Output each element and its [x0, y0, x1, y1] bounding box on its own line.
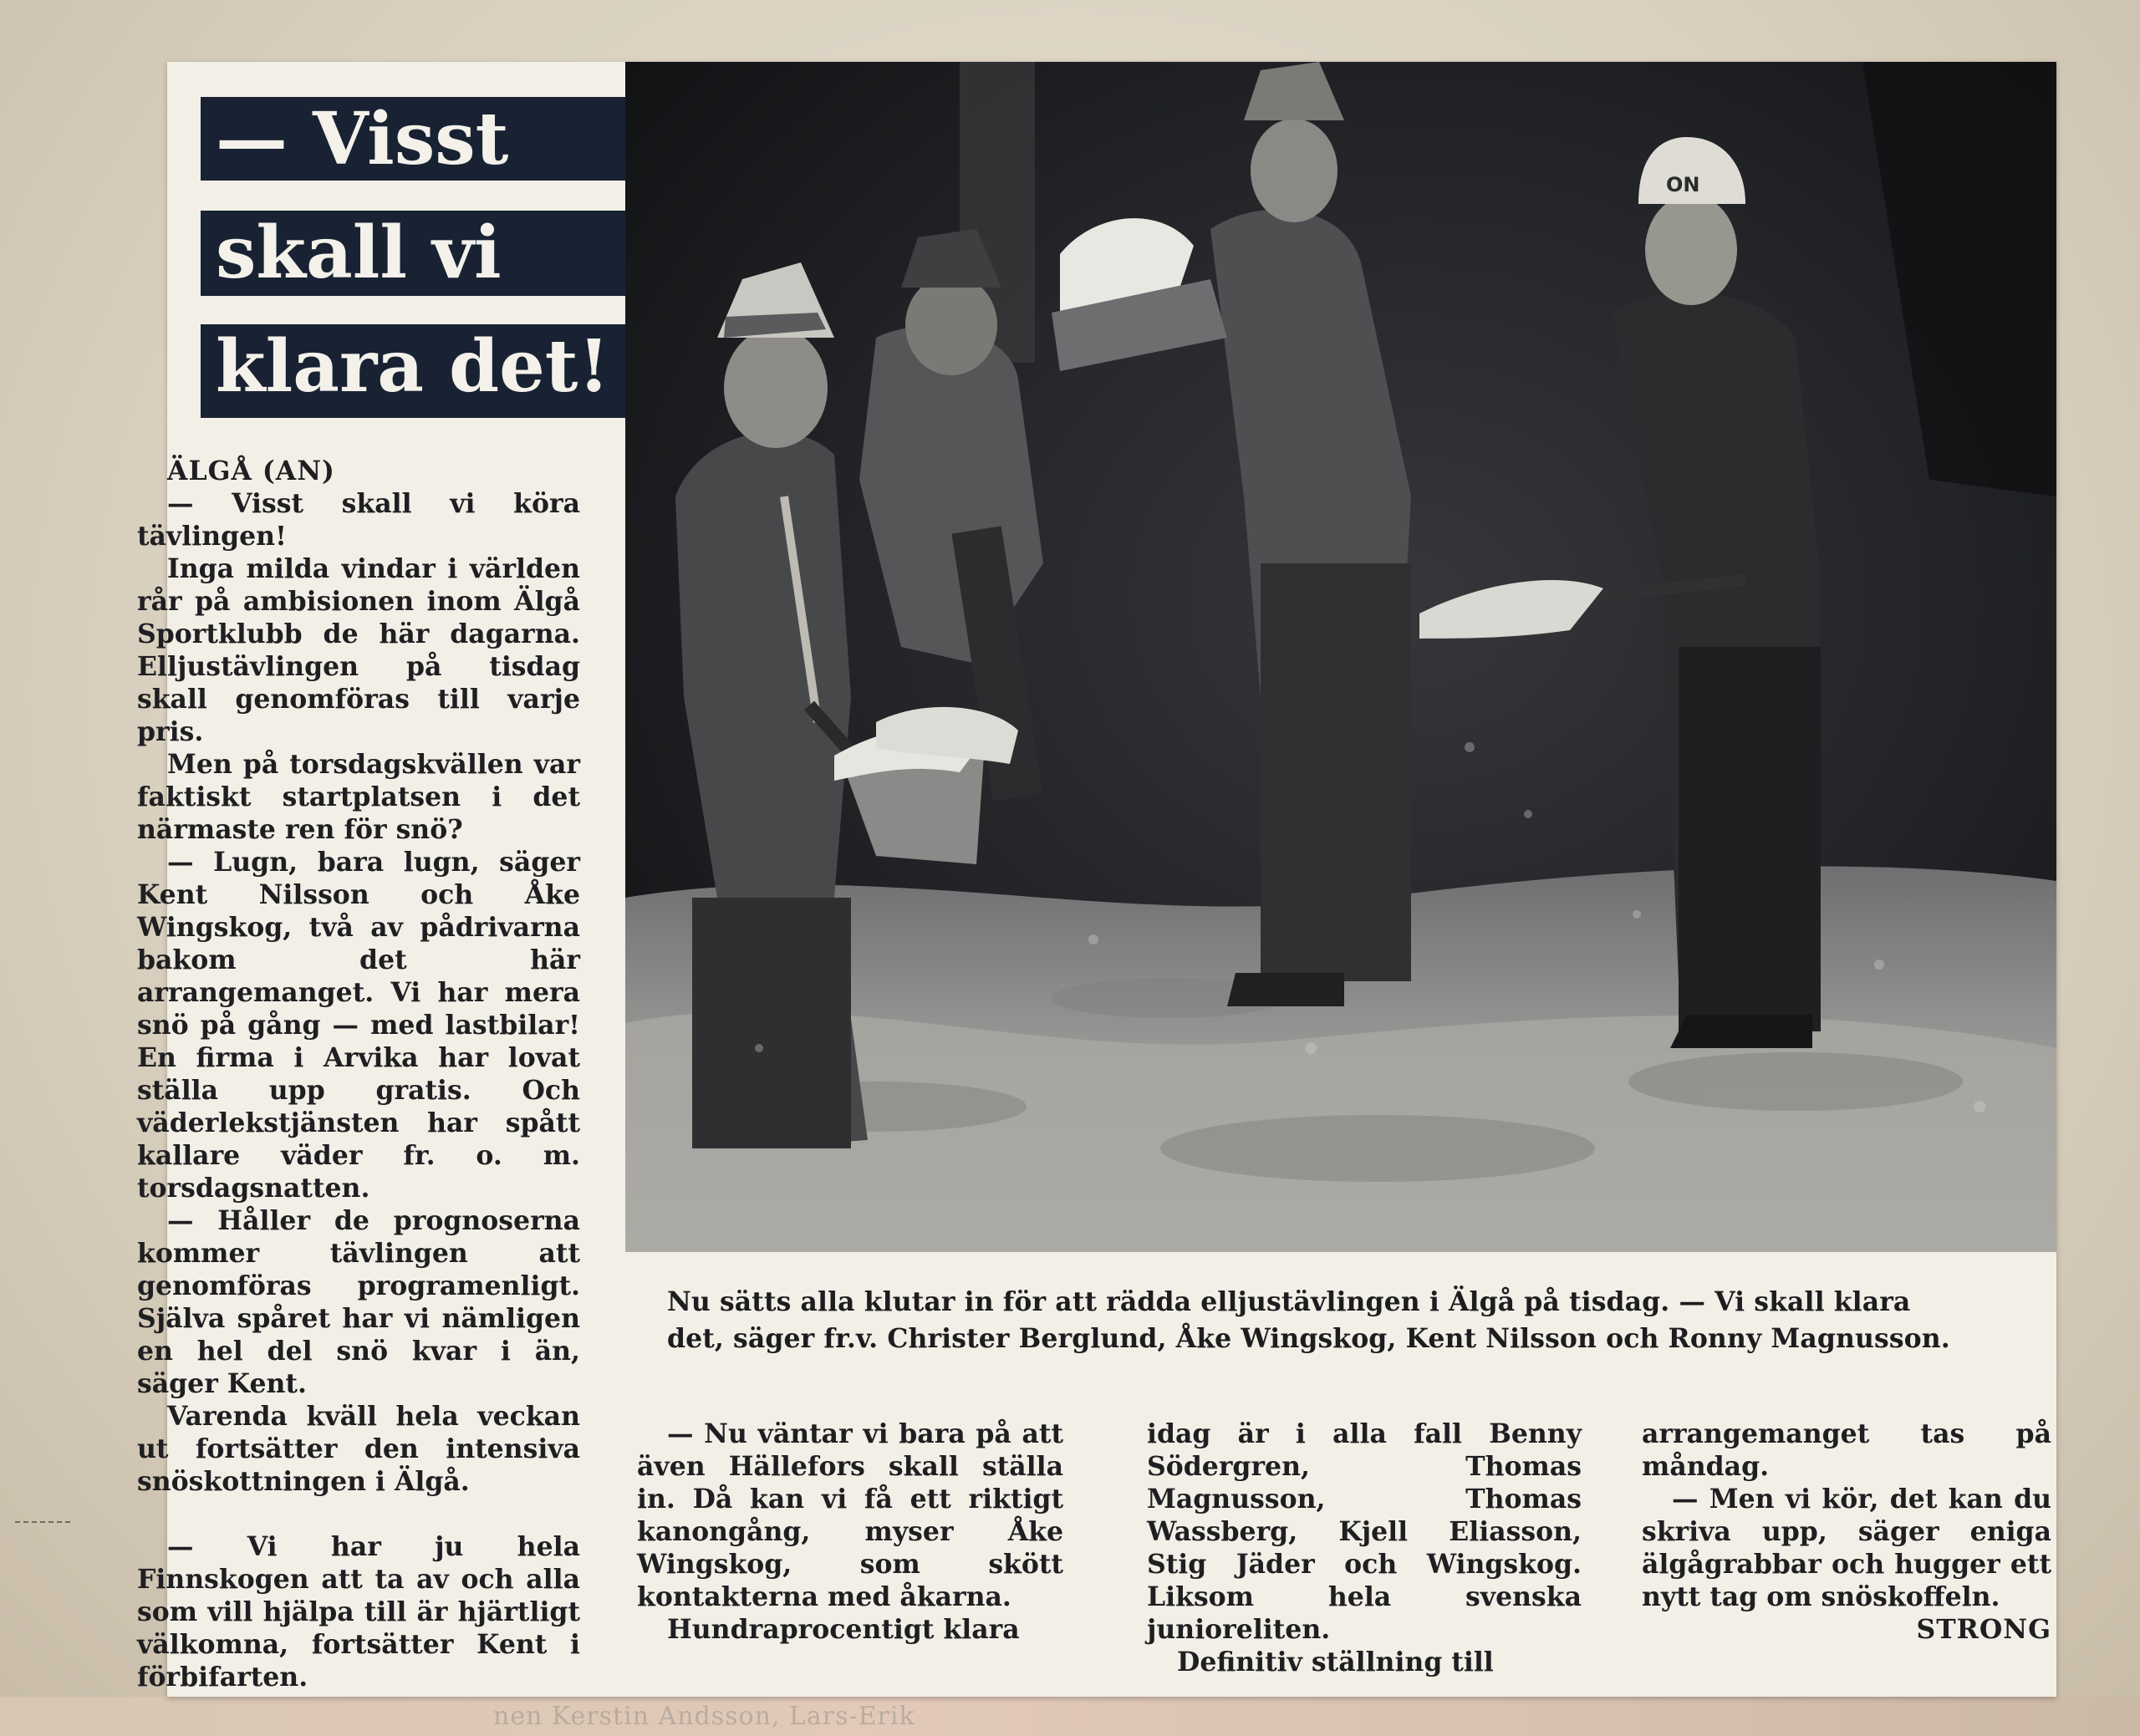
article-photo — [625, 62, 2056, 1252]
headline-line-3: klara det! — [201, 324, 655, 418]
paragraph: arrangemanget tas på måndag. — [1642, 1418, 2051, 1482]
newspaper-clipping — [137, 62, 2056, 1731]
byline: STRONG — [1916, 1614, 2051, 1645]
paragraph: — Håller de prognoserna kommer tävlingen att genomföras programenligt. Själva spåret har vi nämligen en hel del snö kvar i än, säger Kent. — [137, 1205, 580, 1399]
paragraph: — Men vi kör, det kan du skriva upp, säger eniga älgågrabbar och hugger ett nytt tag om snöskoffeln. — [1642, 1484, 2051, 1612]
subheading: Definitiv ställning till — [1177, 1647, 1494, 1677]
article-column-1 — [137, 455, 580, 1693]
paragraph: idag är i alla fall Benny Södergren, Thomas Magnusson, Thomas Wassberg, Kjell Eliasson, Stig Jäder och Wingskog. Liksom hela svenska junioreliten. — [1147, 1418, 1582, 1645]
paragraph: — Nu väntar vi bara på att även Hällefors skall ställa in. Då kan vi få ett riktigt kanongång, myser Åke Wingskog, som skött kontakterna med åkarna. — [637, 1418, 1063, 1612]
headline-line-2: skall vi — [201, 211, 644, 296]
photo-illustration — [625, 62, 2056, 1252]
article-column-2 — [637, 1418, 1063, 1646]
article-column-4 — [1642, 1418, 2051, 1646]
cap-label: ON — [1666, 173, 1700, 196]
paper-scrap — [15, 1520, 74, 1525]
paragraph: — Visst skall vi köra tävlingen! — [137, 488, 580, 552]
paragraph: — Vi har ju hela Finnskogen att ta av och alla som vill hjälpa till är hjärtligt välkomna, fortsätter Kent i förbifarten. — [137, 1531, 580, 1693]
paragraph: Inga milda vindar i världen rår på ambisionen inom Älgå Sportklubb de här dagarna. Elljustävlingen på tisdag skall genomföras till varje pris. — [137, 553, 580, 747]
paragraph: — Lugn, bara lugn, säger Kent Nilsson och Åke Wingskog, två av pådrivarna bakom det här arrangemanget. Vi har mera snö på gång — med lastbilar! En firma i Arvika har lovat ställa upp gratis. Och väderlekstjänsten har spått kallare väder fr. o. m. torsdagsnatten. — [137, 847, 580, 1204]
article-column-3 — [1147, 1418, 1582, 1678]
show-through-text: nen Kerstin Andsson, Lars-Erik — [493, 1702, 915, 1731]
paragraph: Men på torsdagskvällen var faktiskt startplatsen i det närmaste ren för snö? — [137, 749, 580, 845]
photo-caption: Nu sätts alla klutar in för att rädda elljustävlingen i Älgå på tisdag. — Vi skall klara det, säger fr.v. Christer Berglund, Åke Wingskog, Kent Nilsson och Ronny Magnusson. — [667, 1286, 1950, 1354]
subheading: Hundraprocentigt klara — [667, 1614, 1020, 1645]
dateline: ÄLGÅ (AN) — [167, 456, 335, 486]
headline-line-1: — Visst — [201, 97, 655, 181]
paragraph: Varenda kväll hela veckan ut fortsätter den intensiva snöskottningen i Älgå. — [137, 1401, 580, 1497]
